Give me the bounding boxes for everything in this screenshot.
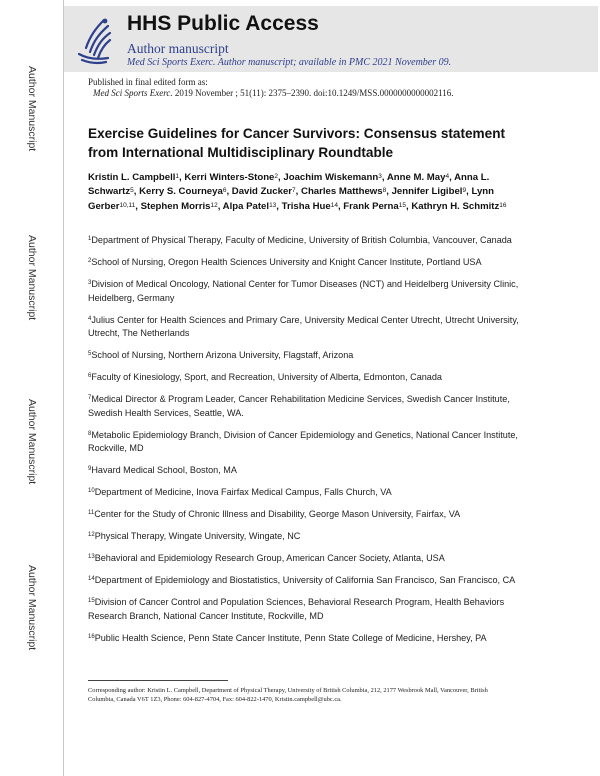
side-label: Author Manuscript: [26, 565, 38, 651]
author-name: Alpa Patel$^{13}$: [222, 200, 277, 212]
author-name: Trisha Hue$^{14}$: [281, 200, 338, 212]
gutter-divider: [63, 0, 64, 776]
affiliation-number: 13: [88, 554, 95, 561]
affiliation-item: [88, 234, 520, 248]
author-name: Kerry S. Courneya$^6$: [139, 186, 227, 198]
affiliation-number: 8: [88, 430, 92, 437]
author-list: Kristin L. Campbell$^1$, Kerri Winters-Stone$^2$, Joachim Wiskemann$^3$, Anne M. May$^4$, Anna L. Schwartz$^5$, Kerry S. Courneya$^6$, David Zucker$^7$, Charles Matthews$^8$, Jennifer Ligibel$^9$, Lynn Gerber$^{10,11}$, Stephen Morris$^{12}$, Alpa Patel$^{13}$, Trisha Hue$^{14}$, Frank Perna$^{15}$, Kathryn H. Schmitz$^{16}$: [88, 172, 507, 212]
affiliation-item: [88, 349, 520, 363]
author-name: Jennifer Ligibel$^9$: [391, 186, 467, 198]
affiliation-text: Havard Medical School, Boston, MA: [91, 465, 237, 476]
affiliation-item: [88, 596, 520, 623]
affiliation-list: [88, 234, 520, 654]
affiliation-item: [88, 371, 520, 385]
hhs-public-access-title: HHS Public Access: [127, 12, 319, 35]
citation-line: [93, 88, 453, 98]
author-name: Anne M. May$^4$: [386, 172, 450, 183]
author-name: Joachim Wiskemann$^3$: [283, 172, 382, 183]
affiliation-text: Behavioral and Epidemiology Research Group, American Cancer Society, Atlanta, USA: [94, 553, 445, 564]
affiliation-text: Medical Director & Program Leader, Cancer Rehabilitation Medicine Services, Swedish Cancer Institute, Swedish Health Services, Seattle, WA.: [88, 394, 510, 418]
affiliation-item: [88, 314, 520, 341]
affiliation-number: 12: [88, 532, 95, 539]
author-affiliation-marker: 4: [445, 173, 450, 180]
affiliation-item: [88, 508, 520, 522]
author-affiliation-marker: 7: [292, 187, 296, 195]
author-name: Kristin L. Campbell$^1$: [88, 172, 180, 183]
affiliation-text: Faculty of Kinesiology, Sport, and Recreation, University of Alberta, Edmonton, Canada: [91, 372, 442, 383]
affiliation-text: School of Nursing, Oregon Health Sciences University and Knight Cancer Institute, Portland USA: [91, 256, 482, 267]
manuscript-label: Author manuscript: [127, 41, 229, 56]
affiliation-text: Department of Epidemiology and Biostatistics, University of California San Francisco, San Francisco, CA: [94, 575, 516, 586]
affiliation-item: [88, 574, 520, 588]
paper-title: Exercise Guidelines for Cancer Survivors: Consensus statement from International Multidisciplinary Roundtable: [88, 126, 506, 160]
affiliation-text: Division of Medical Oncology, National Center for Tumor Diseases (NCT) and Heidelberg University Clinic, Heidelberg, Germany: [88, 278, 519, 303]
author-name: Kathryn H. Schmitz$^{16}$: [411, 200, 507, 212]
author-affiliation-marker: 16: [499, 201, 507, 209]
corresponding-author-note: Corresponding author: Kristin L. Campbell, Department of Physical Therapy, University of British Columbia, 212, 2177 Wesbrook Mall, Vancouver, British Columbia, Canada V6T 1Z3, Phone: 604-827-4704, Fax: 604-822-1470, Kristin.campbell@ubc.ca.: [88, 687, 488, 704]
affiliation-text: Division of Cancer Control and Population Sciences, Behavioral Research Program, Health Behaviors Research Branch, National Cancer Institute, Rockville, MD: [88, 597, 505, 621]
journal-name: Med Sci Sports Exerc.: [93, 88, 173, 98]
affiliation-text: Department of Medicine, Inova Fairfax Medical Campus, Falls Church, VA: [94, 487, 392, 498]
author-affiliation-marker: 6: [222, 187, 227, 195]
author-name: Stephen Morris$^{12}$: [140, 200, 218, 212]
affiliation-text: Physical Therapy, Wingate University, Wingate, NC: [94, 531, 301, 542]
author-affiliation-marker: 8: [382, 187, 387, 195]
author-affiliation-marker: 9: [462, 187, 467, 195]
author-name: Charles Matthews$^8$: [301, 186, 387, 198]
affiliation-number: 1: [88, 236, 92, 242]
author-name: Anna L. Schwartz$^5$: [88, 172, 490, 198]
affiliation-text: Julius Center for Health Sciences and Primary Care, University Medical Center Utrecht, Utrecht University, Utrecht, The Netherlands: [88, 314, 519, 339]
affiliation-text: Center for the Study of Chronic Illness and Disability, George Mason University, Fairfax, VA: [94, 509, 461, 520]
affiliation-number: 14: [88, 576, 95, 583]
hhs-eagle-logo-icon: [74, 14, 114, 66]
affiliation-text: Metabolic Epidemiology Branch, Division of Cancer Epidemiology and Genetics, National Cancer Institute, Rockville, MD: [88, 429, 518, 454]
affiliation-number: 16: [88, 633, 95, 640]
author-affiliation-marker: 12: [210, 201, 218, 209]
published-in-label: Published in final edited form as:: [88, 77, 208, 87]
affiliation-text: School of Nursing, Northern Arizona University, Flagstaff, Arizona: [91, 350, 354, 361]
affiliation-item: [88, 486, 520, 500]
side-label: Author Manuscript: [26, 235, 38, 321]
affiliation-number: 15: [88, 598, 95, 605]
affiliation-text: Public Health Science, Penn State Cancer Institute, Penn State College of Medicine, Hershey, PA: [94, 632, 487, 643]
affiliation-number: 11: [88, 510, 95, 517]
author-affiliation-marker: 2: [274, 173, 279, 180]
availability-note: Med Sci Sports Exerc. Author manuscript; available in PMC 2021 November 09.: [127, 57, 452, 68]
author-affiliation-marker: 1: [175, 173, 180, 180]
author-name: Lynn Gerber$^{10,11}$: [88, 186, 494, 212]
affiliation-item: [88, 552, 520, 566]
affiliation-text: Department of Physical Therapy, Faculty of Medicine, University of British Columbia, Vancouver, Canada: [91, 235, 512, 245]
affiliation-item: [88, 393, 520, 420]
author-affiliation-marker: 13: [269, 201, 277, 209]
author-name: Kerri Winters-Stone$^2$: [184, 172, 279, 183]
affiliation-item: [88, 464, 520, 478]
affiliation-number: 6: [88, 373, 92, 380]
affiliation-number: 2: [88, 257, 92, 264]
side-label: Author Manuscript: [26, 399, 38, 485]
affiliation-number: 10: [88, 488, 95, 495]
citation-details: 2019 November ; 51(11): 2375–2390. doi:10.1249/MSS.0000000000002116.: [172, 88, 454, 98]
affiliation-number: 3: [88, 279, 92, 286]
affiliation-item: [88, 632, 520, 646]
side-label: Author Manuscript: [26, 66, 38, 152]
author-name: Frank Perna$^{15}$: [343, 200, 406, 212]
affiliation-number: 5: [88, 351, 92, 358]
affiliation-item: [88, 429, 520, 456]
affiliation-item: [88, 278, 520, 305]
affiliation-number: 9: [88, 466, 92, 473]
affiliation-item: [88, 530, 520, 544]
affiliation-number: 7: [88, 395, 92, 402]
author-affiliation-marker: 15: [398, 201, 406, 209]
author-affiliation-marker: 10,11: [119, 201, 136, 209]
footnote-divider: [88, 680, 228, 681]
author-affiliation-marker: 5: [130, 187, 134, 195]
affiliation-number: 4: [88, 315, 92, 322]
affiliation-item: [88, 256, 520, 270]
author-name: David Zucker$^7$: [231, 186, 296, 198]
author-affiliation-marker: 3: [378, 173, 382, 180]
author-affiliation-marker: 14: [330, 201, 338, 209]
